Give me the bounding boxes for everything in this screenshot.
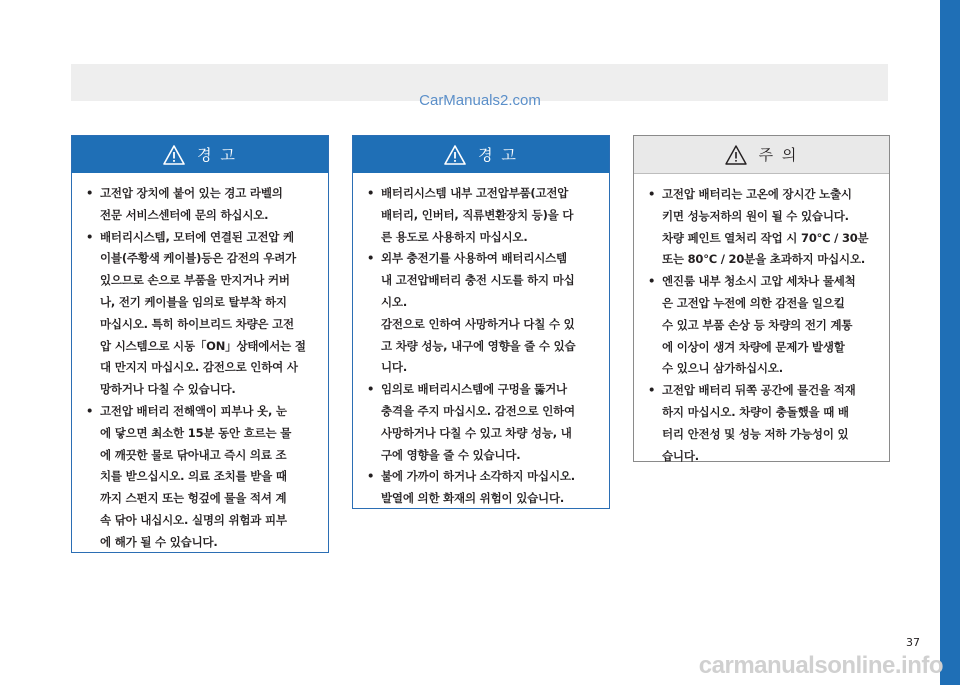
- watermark-bottom[interactable]: carmanualsonline.info: [698, 652, 943, 679]
- page-number: 37: [906, 636, 920, 649]
- warning-card-1: [71, 135, 329, 553]
- list-item: • 고전압 배터리는 고온에 장시간 노출시 키면 성능저하의 원이 될 수 있습니다. 차량 페인트 열처리 작업 시 70℃ / 30분 또는 80℃ / 20분을 초과하지 마십시오.: [648, 187, 869, 267]
- warning-card-header: [353, 136, 609, 173]
- card-title: 주 의: [758, 146, 799, 164]
- caution-triangle-icon: [725, 145, 747, 165]
- caution-card-header: [634, 136, 889, 174]
- watermark-top[interactable]: CarManuals2.com: [419, 92, 541, 109]
- card-title: 경 고: [478, 146, 518, 164]
- list-item: • 고전압 장치에 붙어 있는 경고 라벨의 전문 서비스센터에 문의 하십시오.: [86, 186, 283, 222]
- card-title: 경 고: [197, 146, 237, 164]
- list-item: • 배터리시스템, 모터에 연결된 고전압 케 이블(주황색 케이블)등은 감전의 우려가 있으므로 손으로 부품을 만지거나 커버 나, 전기 케이블을 임의로 탈부착 하지 마십시오. 특히 하이브리드 차량은 고전 압 시스템으로 시동「ON」상태에서는 절 대 만지지 마십시오. 감전으로 인하여 사 망하거나 다칠 수 있습니다.: [86, 229, 306, 397]
- list-item: • 불에 가까이 하거나 소각하지 마십시오. 발열에 의한 화재의 위험이 있습니다.: [367, 469, 575, 506]
- list-item: • 임의로 배터리시스템에 구멍을 뚫거나 충격을 주지 마십시오. 감전으로 인하여 사망하거나 다칠 수 있고 차량 성능, 내 구에 영향을 줄 수 있습니다.: [367, 382, 575, 462]
- list-item: • 배터리시스템 내부 고전압부품(고전압 배터리, 인버터, 직류변환장치 등)을 다 른 용도로 사용하지 마십시오.: [367, 186, 574, 244]
- list-item: • 고전압 배터리 뒤쪽 공간에 물건을 적재 하지 마십시오. 차량이 충돌했을 때 배 터리 안전성 및 성능 저하 가능성이 있 습니다.: [648, 383, 856, 463]
- caution-list: [634, 174, 889, 477]
- warning-card-header: [72, 136, 328, 173]
- list-item: • 엔진룸 내부 청소시 고압 세차나 물세척 은 고전압 누전에 의한 감전을 일으킬 수 있고 부품 손상 등 차량의 전기 계통 에 이상이 생겨 차량에 문제가 발생할 수 있으니 삼가하십시오.: [648, 274, 856, 376]
- list-item: • 외부 충전기를 사용하여 배터리시스템 내 고전압배터리 충전 시도를 하지 마십 시오. 감전으로 인하여 사망하거나 다칠 수 있 고 차량 성능, 내구에 영향을 줄 수 있습 니다.: [367, 251, 576, 375]
- warning-list: [353, 173, 609, 520]
- warning-triangle-icon: [163, 145, 185, 165]
- warning-card-2: [352, 135, 610, 509]
- list-item: • 고전압 배터리 전해액이 피부나 옷, 눈 에 닿으면 최소한 15분 동안 흐르는 물 에 깨끗한 물로 닦아내고 즉시 의료 조 치를 받으십시오. 의료 조치를 받을 때 까지 스펀지 또는 헝겊에 물을 적셔 계 속 닦아 내십시오. 실명의 위험과 피부 에 해가 될 수 있습니다.: [86, 403, 292, 549]
- warning-list: [72, 173, 328, 564]
- warning-triangle-icon: [444, 145, 466, 165]
- caution-card: [633, 135, 890, 462]
